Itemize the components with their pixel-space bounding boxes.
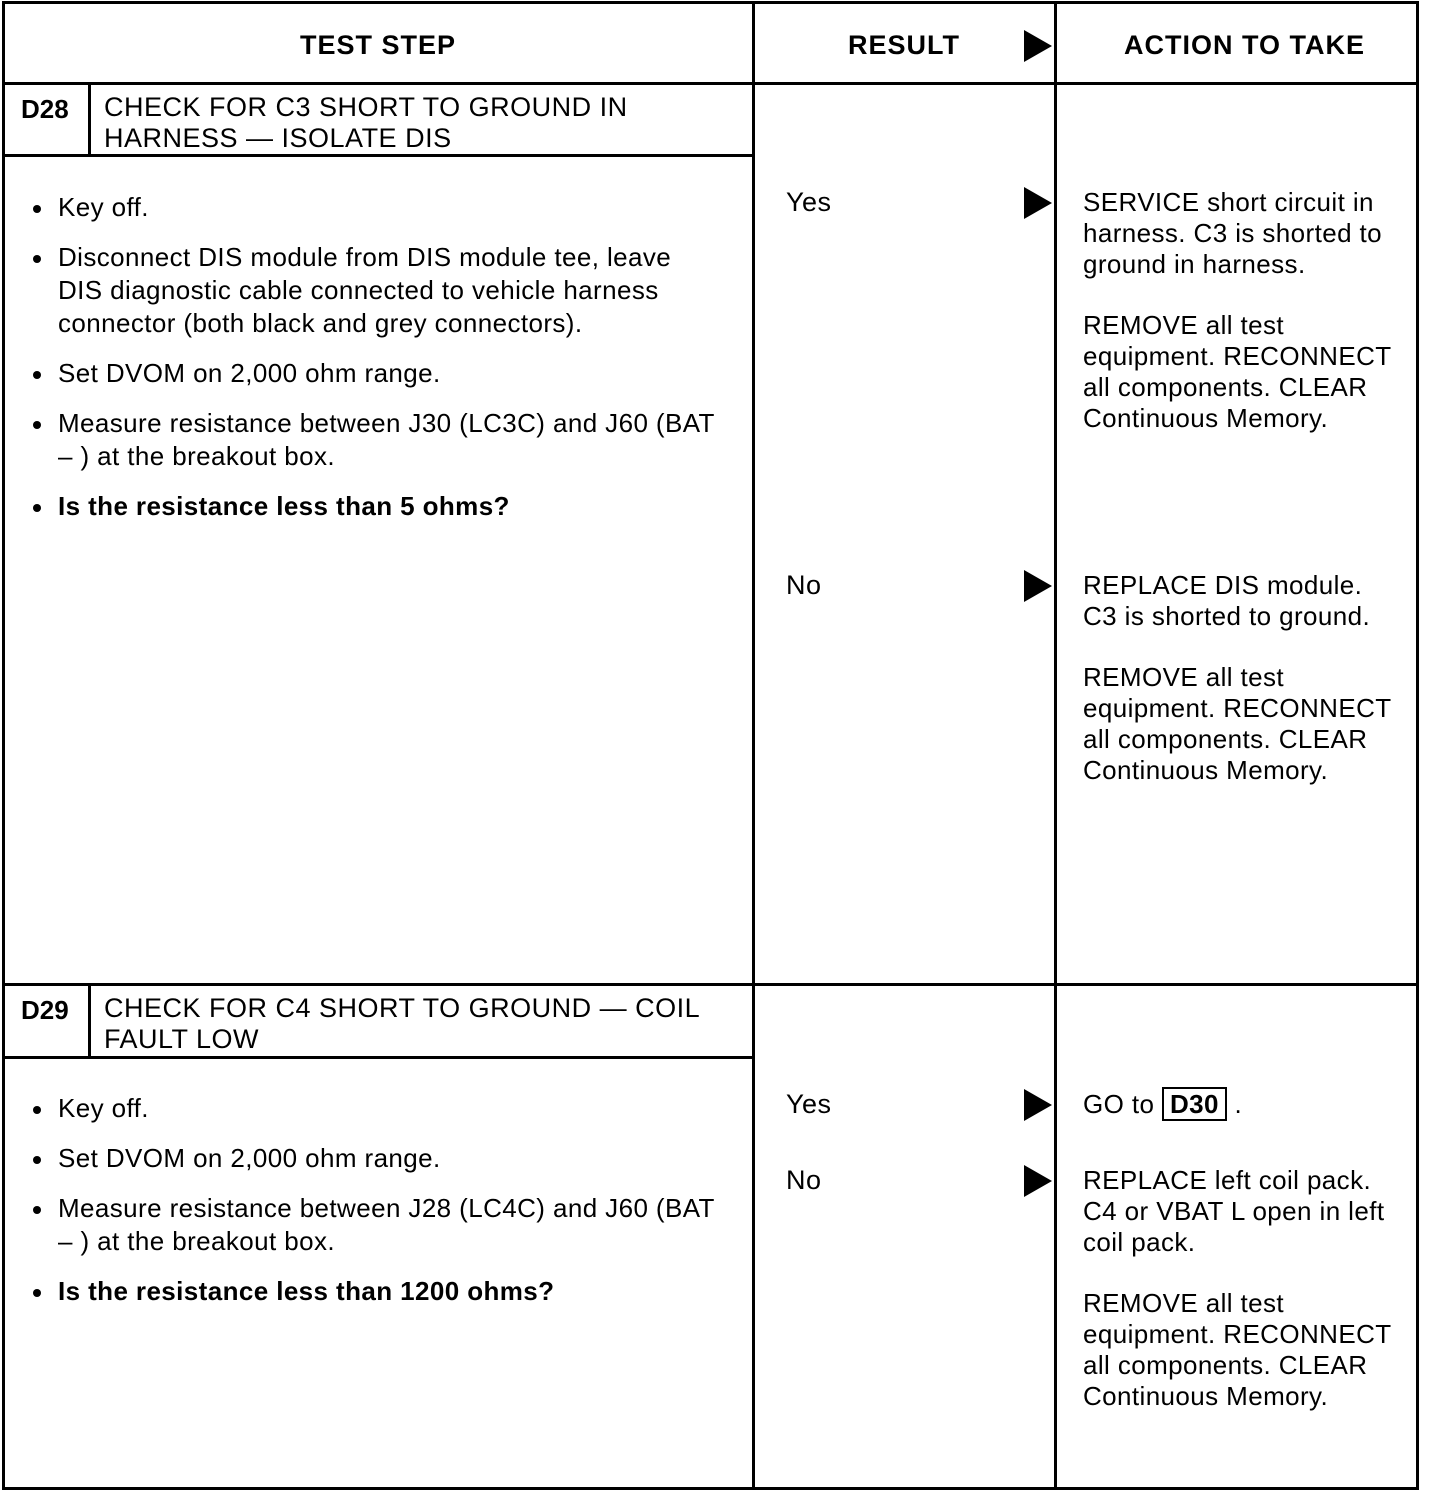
action-text: SERVICE short circuit in harness. C3 is shorted to ground in harness. (1083, 187, 1383, 279)
action-text: REPLACE DIS module. C3 is shorted to ground. (1083, 570, 1371, 631)
header-result: RESULT (848, 30, 960, 60)
list-item: Key off. (31, 191, 721, 224)
header-test-step: TEST STEP (300, 30, 457, 60)
d29-question: Is the resistance less than 1200 ohms? (31, 1275, 721, 1308)
row-divider (2, 983, 1419, 986)
action-text: REPLACE left coil pack. C4 or VBAT L open in left coil pack. (1083, 1165, 1385, 1257)
action-text: . (1234, 1089, 1243, 1119)
d28-question: Is the resistance less than 5 ohms? (31, 490, 721, 523)
d29-yes-arrow-icon (1024, 1089, 1052, 1121)
list-item: Disconnect DIS module from DIS module tee, leave DIS diagnostic cable connected to vehicle harness connector (both black and grey connectors). (31, 241, 721, 340)
table-bottom-border (2, 1487, 1419, 1490)
action-text: REMOVE all test equipment. RECONNECT all components. CLEAR Continuous Memory. (1083, 1288, 1392, 1411)
d28-title-underline (2, 154, 754, 157)
list-item: Key off. (31, 1092, 721, 1125)
d29-result-yes: Yes (786, 1089, 832, 1119)
step-reference-d30[interactable]: D30 (1162, 1087, 1227, 1121)
d29-no-arrow-icon (1024, 1165, 1052, 1197)
list-item: Measure resistance between J28 (LC4C) and J60 (BAT – ) at the breakout box. (31, 1192, 721, 1258)
col-divider-step-result (752, 1, 755, 1490)
d28-id-divider (88, 82, 91, 157)
d29-yes-action (1083, 1089, 1413, 1120)
d29-result-no: No (786, 1165, 822, 1195)
action-text: GO to (1083, 1089, 1155, 1119)
header-bottom-border (2, 82, 1419, 85)
table-right-border (1416, 1, 1419, 1490)
d28-instructions (31, 191, 721, 540)
d28-result-yes: Yes (786, 187, 832, 217)
list-item: Set DVOM on 2,000 ohm range. (31, 1142, 721, 1175)
action-text: REMOVE all test equipment. RECONNECT all components. CLEAR Continuous Memory. (1083, 662, 1392, 785)
header-action: ACTION TO TAKE (1124, 30, 1365, 60)
list-item: Set DVOM on 2,000 ohm range. (31, 357, 721, 390)
d29-instructions (31, 1092, 721, 1325)
step-id-d28: D28 (21, 94, 69, 124)
table-top-border (2, 1, 1419, 4)
d28-no-arrow-icon (1024, 570, 1052, 602)
d28-result-no: No (786, 570, 822, 600)
col-divider-result-action (1054, 1, 1057, 1490)
d28-no-action (1083, 570, 1403, 816)
table-left-border (2, 1, 5, 1490)
step-title-d29: CHECK FOR C4 SHORT TO GROUND — COIL FAULT LOW (104, 993, 700, 1054)
step-id-d29: D29 (21, 995, 69, 1025)
action-text: REMOVE all test equipment. RECONNECT all components. CLEAR Continuous Memory. (1083, 310, 1392, 433)
header-arrow-icon (1024, 30, 1052, 62)
d29-no-action (1083, 1165, 1403, 1442)
d29-id-divider (88, 983, 91, 1059)
step-title-d28: CHECK FOR C3 SHORT TO GROUND IN HARNESS — ISOLATE DIS (104, 92, 628, 153)
d28-yes-action (1083, 187, 1403, 464)
d28-yes-arrow-icon (1024, 187, 1052, 219)
d29-title-underline (2, 1056, 754, 1059)
list-item: Measure resistance between J30 (LC3C) and J60 (BAT – ) at the breakout box. (31, 407, 721, 473)
